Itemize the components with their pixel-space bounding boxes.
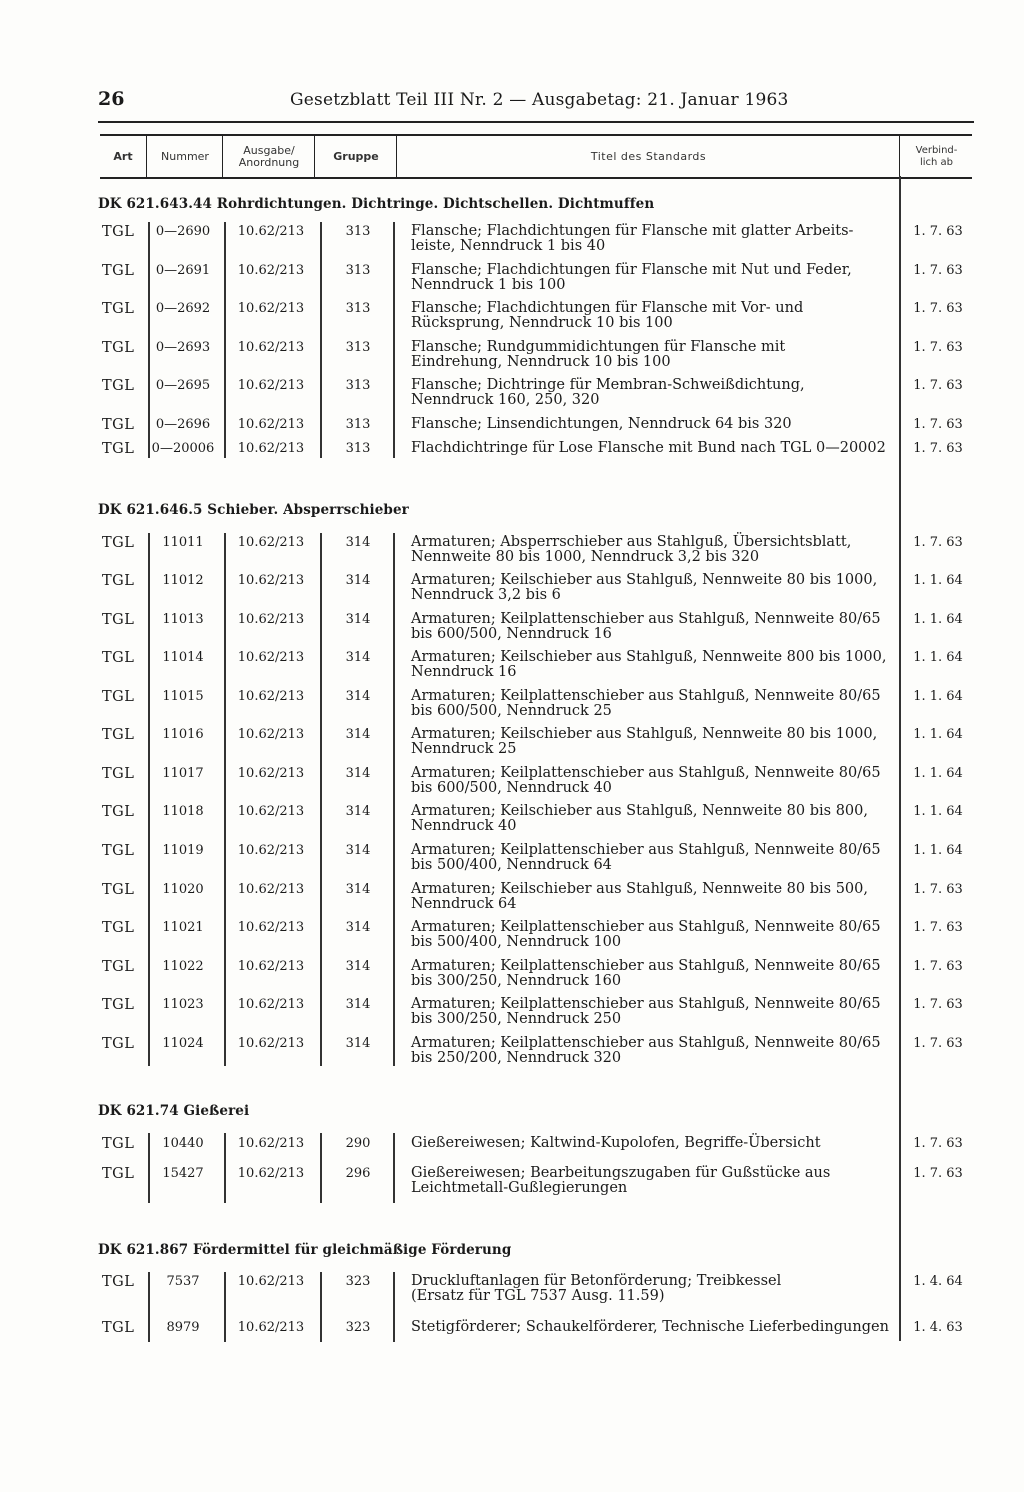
titel-line-1: Druckluftanlagen für Betonförderung; Treibkessel <box>411 1273 782 1289</box>
titel-line-1: Flansche; Flachdichtungen für Flansche mit Vor- und <box>411 300 804 316</box>
titel-cell <box>411 727 899 757</box>
titel-line-1: Armaturen; Keilplattenschieber aus Stahlguß, Nennweite 80/65 <box>411 611 881 627</box>
art-cell: TGL <box>102 650 135 666</box>
titel-line-1: Gießereiwesen; Kaltwind-Kupolofen, Begriffe-Übersicht <box>411 1135 821 1151</box>
date-column-rule <box>899 176 901 1341</box>
titel-line-1: Stetigförderer; Schaukelförderer, Technische Lieferbedingungen <box>411 1319 889 1335</box>
gruppe-cell: 314 <box>345 882 371 897</box>
column-rule <box>320 222 322 458</box>
nummer-cell: 11011 <box>162 535 204 550</box>
ausgabe-cell: 10.62/213 <box>237 959 305 974</box>
gruppe-cell: 290 <box>345 1136 371 1151</box>
titel-cell <box>411 1274 899 1304</box>
titel-line-2: Nenndruck 25 <box>411 741 517 757</box>
verbindlich-cell: 1. 7. 63 <box>913 997 963 1012</box>
art-cell: TGL <box>102 417 135 433</box>
column-rule <box>393 533 395 1066</box>
titel-cell <box>411 301 899 331</box>
titel-line-2: bis 300/250, Nenndruck 160 <box>411 973 622 989</box>
ausgabe-cell: 10.62/213 <box>237 535 305 550</box>
column-header <box>100 134 972 179</box>
col-verbindlich: Verbind- lich ab <box>899 136 973 177</box>
ausgabe-cell: 10.62/213 <box>237 263 305 278</box>
titel-cell <box>411 1320 899 1335</box>
titel-line-1: Armaturen; Absperrschieber aus Stahlguß, Übersichtsblatt, <box>411 534 852 550</box>
titel-line-2: bis 600/500, Nenndruck 16 <box>411 626 612 642</box>
ausgabe-cell: 10.62/213 <box>237 766 305 781</box>
verbindlich-cell: 1. 7. 63 <box>913 882 963 897</box>
titel-line-2: Eindrehung, Nenndruck 10 bis 100 <box>411 354 671 370</box>
verbindlich-cell: 1. 7. 63 <box>913 1036 963 1051</box>
titel-cell <box>411 920 899 950</box>
ausgabe-cell: 10.62/213 <box>237 301 305 316</box>
ausgabe-cell: 10.62/213 <box>237 1320 305 1335</box>
verbindlich-cell: 1. 7. 63 <box>913 920 963 935</box>
titel-line-1: Armaturen; Keilplattenschieber aus Stahlguß, Nennweite 80/65 <box>411 1035 881 1051</box>
art-cell: TGL <box>102 959 135 975</box>
column-rule <box>393 222 395 458</box>
titel-cell <box>411 689 899 719</box>
nummer-cell: 0—2691 <box>155 263 211 278</box>
titel-line-2: bis 600/500, Nenndruck 40 <box>411 780 612 796</box>
column-rule <box>320 1272 322 1342</box>
art-cell: TGL <box>102 263 135 279</box>
verbindlich-cell: 1. 1. 64 <box>913 766 963 781</box>
titel-cell <box>411 1036 899 1066</box>
art-cell: TGL <box>102 224 135 240</box>
gruppe-cell: 296 <box>345 1166 371 1181</box>
ausgabe-cell: 10.62/213 <box>237 417 305 432</box>
titel-line-1: Armaturen; Keilplattenschieber aus Stahlguß, Nennweite 80/65 <box>411 765 881 781</box>
gruppe-cell: 314 <box>345 573 371 588</box>
ausgabe-cell: 10.62/213 <box>237 882 305 897</box>
gruppe-cell: 313 <box>345 263 371 278</box>
ausgabe-cell: 10.62/213 <box>237 1166 305 1181</box>
ausgabe-cell: 10.62/213 <box>237 340 305 355</box>
titel-line-1: Flansche; Flachdichtungen für Flansche mit Nut und Feder, <box>411 262 852 278</box>
titel-cell <box>411 804 899 834</box>
nummer-cell: 11024 <box>162 1036 204 1051</box>
art-cell: TGL <box>102 340 135 356</box>
gruppe-cell: 313 <box>345 340 371 355</box>
verbindlich-cell: 1. 1. 64 <box>913 804 963 819</box>
col-ausgabe: Ausgabe/ Anordnung <box>222 136 315 177</box>
header-rule <box>98 121 974 123</box>
nummer-cell: 11015 <box>162 689 204 704</box>
ausgabe-cell: 10.62/213 <box>237 727 305 742</box>
section-title: DK 621.643.44 Rohrdichtungen. Dichtringe. Dichtschellen. Dichtmuffen <box>98 196 655 212</box>
titel-line-1: Armaturen; Keilplattenschieber aus Stahlguß, Nennweite 80/65 <box>411 688 881 704</box>
verbindlich-cell: 1. 7. 63 <box>913 1136 963 1151</box>
column-rule <box>320 1133 322 1203</box>
page-title: Gesetzblatt Teil III Nr. 2 — Ausgabetag: 21. Januar 1963 <box>290 90 789 110</box>
gruppe-cell: 313 <box>345 224 371 239</box>
art-cell: TGL <box>102 1036 135 1052</box>
nummer-cell: 11022 <box>162 959 204 974</box>
titel-cell <box>411 1166 899 1196</box>
titel-cell <box>411 535 899 565</box>
page-header <box>98 88 974 116</box>
titel-line-1: Armaturen; Keilschieber aus Stahlguß, Nennweite 80 bis 500, <box>411 881 868 897</box>
gruppe-cell: 314 <box>345 535 371 550</box>
titel-cell <box>411 417 899 432</box>
titel-line-2: Nenndruck 40 <box>411 818 517 834</box>
art-cell: TGL <box>102 535 135 551</box>
art-cell: TGL <box>102 843 135 859</box>
gruppe-cell: 314 <box>345 959 371 974</box>
nummer-cell: 11019 <box>162 843 204 858</box>
gruppe-cell: 313 <box>345 417 371 432</box>
nummer-cell: 11014 <box>162 650 204 665</box>
nummer-cell: 11016 <box>162 727 204 742</box>
gruppe-cell: 314 <box>345 920 371 935</box>
titel-cell <box>411 1136 899 1151</box>
verbindlich-cell: 1. 1. 64 <box>913 689 963 704</box>
nummer-cell: 11017 <box>162 766 204 781</box>
gruppe-cell: 313 <box>345 441 371 456</box>
titel-line-1: Armaturen; Keilplattenschieber aus Stahlguß, Nennweite 80/65 <box>411 958 881 974</box>
art-cell: TGL <box>102 689 135 705</box>
gruppe-cell: 314 <box>345 766 371 781</box>
titel-line-1: Armaturen; Keilplattenschieber aus Stahlguß, Nennweite 80/65 <box>411 842 881 858</box>
titel-cell <box>411 650 899 680</box>
titel-line-1: Armaturen; Keilschieber aus Stahlguß, Nennweite 80 bis 800, <box>411 803 868 819</box>
verbindlich-cell: 1. 7. 63 <box>913 224 963 239</box>
art-cell: TGL <box>102 1136 135 1152</box>
titel-line-2: bis 500/400, Nenndruck 64 <box>411 857 612 873</box>
ausgabe-cell: 10.62/213 <box>237 441 305 456</box>
titel-line-1: Flansche; Rundgummidichtungen für Flansche mit <box>411 339 786 355</box>
art-cell: TGL <box>102 997 135 1013</box>
art-cell: TGL <box>102 441 135 457</box>
art-cell: TGL <box>102 301 135 317</box>
titel-line-2: Nenndruck 160, 250, 320 <box>411 392 600 408</box>
ausgabe-cell: 10.62/213 <box>237 1136 305 1151</box>
art-cell: TGL <box>102 1166 135 1182</box>
verbindlich-cell: 1. 1. 64 <box>913 727 963 742</box>
art-cell: TGL <box>102 727 135 743</box>
titel-line-1: Flansche; Linsendichtungen, Nenndruck 64 bis 320 <box>411 416 792 432</box>
art-cell: TGL <box>102 920 135 936</box>
section-title: DK 621.646.5 Schieber. Absperrschieber <box>98 502 409 518</box>
nummer-cell: 0—2690 <box>155 224 211 239</box>
titel-cell <box>411 263 899 293</box>
verbindlich-cell: 1. 7. 63 <box>913 441 963 456</box>
art-cell: TGL <box>102 1320 135 1336</box>
nummer-cell: 11021 <box>162 920 204 935</box>
titel-line-2: Nenndruck 16 <box>411 664 517 680</box>
titel-cell <box>411 441 899 456</box>
section-title: DK 621.74 Gießerei <box>98 1103 250 1119</box>
titel-cell <box>411 573 899 603</box>
verbindlich-cell: 1. 4. 64 <box>913 1274 963 1289</box>
titel-line-1: Armaturen; Keilschieber aus Stahlguß, Nennweite 80 bis 1000, <box>411 726 878 742</box>
page-number: 26 <box>98 88 125 110</box>
art-cell: TGL <box>102 804 135 820</box>
titel-cell <box>411 843 899 873</box>
gruppe-cell: 313 <box>345 378 371 393</box>
titel-line-1: Armaturen; Keilschieber aus Stahlguß, Nennweite 80 bis 1000, <box>411 572 878 588</box>
ausgabe-cell: 10.62/213 <box>237 1036 305 1051</box>
nummer-cell: 0—20006 <box>151 441 215 456</box>
col-titel: Titel des Standards <box>396 136 900 177</box>
nummer-cell: 11023 <box>162 997 204 1012</box>
ausgabe-cell: 10.62/213 <box>237 573 305 588</box>
ausgabe-cell: 10.62/213 <box>237 612 305 627</box>
verbindlich-cell: 1. 7. 63 <box>913 1166 963 1181</box>
column-rule <box>393 1133 395 1203</box>
art-cell: TGL <box>102 1274 135 1290</box>
verbindlich-cell: 1. 7. 63 <box>913 417 963 432</box>
titel-line-2: bis 250/200, Nenndruck 320 <box>411 1050 622 1066</box>
nummer-cell: 0—2692 <box>155 301 211 316</box>
gruppe-cell: 314 <box>345 650 371 665</box>
gruppe-cell: 314 <box>345 727 371 742</box>
nummer-cell: 0—2696 <box>155 417 211 432</box>
titel-line-2: bis 300/250, Nenndruck 250 <box>411 1011 622 1027</box>
gruppe-cell: 314 <box>345 804 371 819</box>
titel-line-1: Armaturen; Keilplattenschieber aus Stahlguß, Nennweite 80/65 <box>411 996 881 1012</box>
titel-cell <box>411 224 899 254</box>
art-cell: TGL <box>102 573 135 589</box>
verbindlich-cell: 1. 7. 63 <box>913 263 963 278</box>
gruppe-cell: 314 <box>345 997 371 1012</box>
ausgabe-cell: 10.62/213 <box>237 804 305 819</box>
nummer-cell: 10440 <box>162 1136 204 1151</box>
verbindlich-cell: 1. 7. 63 <box>913 301 963 316</box>
art-cell: TGL <box>102 766 135 782</box>
verbindlich-cell: 1. 7. 63 <box>913 378 963 393</box>
titel-cell <box>411 997 899 1027</box>
nummer-cell: 11012 <box>162 573 204 588</box>
nummer-cell: 0—2695 <box>155 378 211 393</box>
nummer-cell: 11013 <box>162 612 204 627</box>
gruppe-cell: 323 <box>345 1320 371 1335</box>
verbindlich-cell: 1. 1. 64 <box>913 573 963 588</box>
titel-cell <box>411 378 899 408</box>
titel-line-2: Nenndruck 3,2 bis 6 <box>411 587 561 603</box>
art-cell: TGL <box>102 882 135 898</box>
titel-cell <box>411 612 899 642</box>
titel-cell <box>411 959 899 989</box>
ausgabe-cell: 10.62/213 <box>237 650 305 665</box>
verbindlich-cell: 1. 1. 64 <box>913 650 963 665</box>
titel-line-1: Flachdichtringe für Lose Flansche mit Bund nach TGL 0—20002 <box>411 440 886 456</box>
ausgabe-cell: 10.62/213 <box>237 1274 305 1289</box>
titel-line-2: bis 500/400, Nenndruck 100 <box>411 934 622 950</box>
col-art: Art <box>113 149 133 163</box>
ausgabe-cell: 10.62/213 <box>237 997 305 1012</box>
col-nummer: Nummer <box>146 136 223 177</box>
gruppe-cell: 313 <box>345 301 371 316</box>
titel-line-2: Rücksprung, Nenndruck 10 bis 100 <box>411 315 673 331</box>
titel-line-2: Nennweite 80 bis 1000, Nenndruck 3,2 bis 320 <box>411 549 760 565</box>
verbindlich-cell: 1. 7. 63 <box>913 340 963 355</box>
titel-line-1: Flansche; Flachdichtungen für Flansche mit glatter Arbeits- <box>411 223 854 239</box>
titel-line-2: Leichtmetall-Gußlegierungen <box>411 1180 628 1196</box>
gruppe-cell: 323 <box>345 1274 371 1289</box>
col-gruppe: Gruppe <box>314 136 397 177</box>
nummer-cell: 15427 <box>162 1166 204 1181</box>
gruppe-cell: 314 <box>345 843 371 858</box>
titel-cell <box>411 882 899 912</box>
nummer-cell: 8979 <box>166 1320 200 1335</box>
titel-line-1: Gießereiwesen; Bearbeitungszugaben für Gußstücke aus <box>411 1165 831 1181</box>
nummer-cell: 7537 <box>166 1274 200 1289</box>
titel-line-2: Nenndruck 64 <box>411 896 517 912</box>
verbindlich-cell: 1. 7. 63 <box>913 535 963 550</box>
titel-line-1: Flansche; Dichtringe für Membran-Schweißdichtung, <box>411 377 805 393</box>
gruppe-cell: 314 <box>345 689 371 704</box>
gruppe-cell: 314 <box>345 1036 371 1051</box>
ausgabe-cell: 10.62/213 <box>237 378 305 393</box>
titel-cell <box>411 340 899 370</box>
section-title: DK 621.867 Fördermittel für gleichmäßige Förderung <box>98 1242 512 1258</box>
verbindlich-cell: 1. 7. 63 <box>913 959 963 974</box>
nummer-cell: 11018 <box>162 804 204 819</box>
column-rule <box>393 1272 395 1342</box>
verbindlich-cell: 1. 4. 63 <box>913 1320 963 1335</box>
verbindlich-cell: 1. 1. 64 <box>913 843 963 858</box>
art-cell: TGL <box>102 378 135 394</box>
column-rule <box>320 533 322 1066</box>
titel-line-2: bis 600/500, Nenndruck 25 <box>411 703 612 719</box>
ausgabe-cell: 10.62/213 <box>237 689 305 704</box>
titel-line-2: (Ersatz für TGL 7537 Ausg. 11.59) <box>411 1288 665 1304</box>
ausgabe-cell: 10.62/213 <box>237 920 305 935</box>
titel-line-1: Armaturen; Keilschieber aus Stahlguß, Nennweite 800 bis 1000, <box>411 649 887 665</box>
ausgabe-cell: 10.62/213 <box>237 224 305 239</box>
art-cell: TGL <box>102 612 135 628</box>
nummer-cell: 11020 <box>162 882 204 897</box>
titel-line-2: Nenndruck 1 bis 100 <box>411 277 566 293</box>
gruppe-cell: 314 <box>345 612 371 627</box>
titel-line-2: leiste, Nenndruck 1 bis 40 <box>411 238 606 254</box>
nummer-cell: 0—2693 <box>155 340 211 355</box>
verbindlich-cell: 1. 1. 64 <box>913 612 963 627</box>
ausgabe-cell: 10.62/213 <box>237 843 305 858</box>
titel-cell <box>411 766 899 796</box>
titel-line-1: Armaturen; Keilplattenschieber aus Stahlguß, Nennweite 80/65 <box>411 919 881 935</box>
